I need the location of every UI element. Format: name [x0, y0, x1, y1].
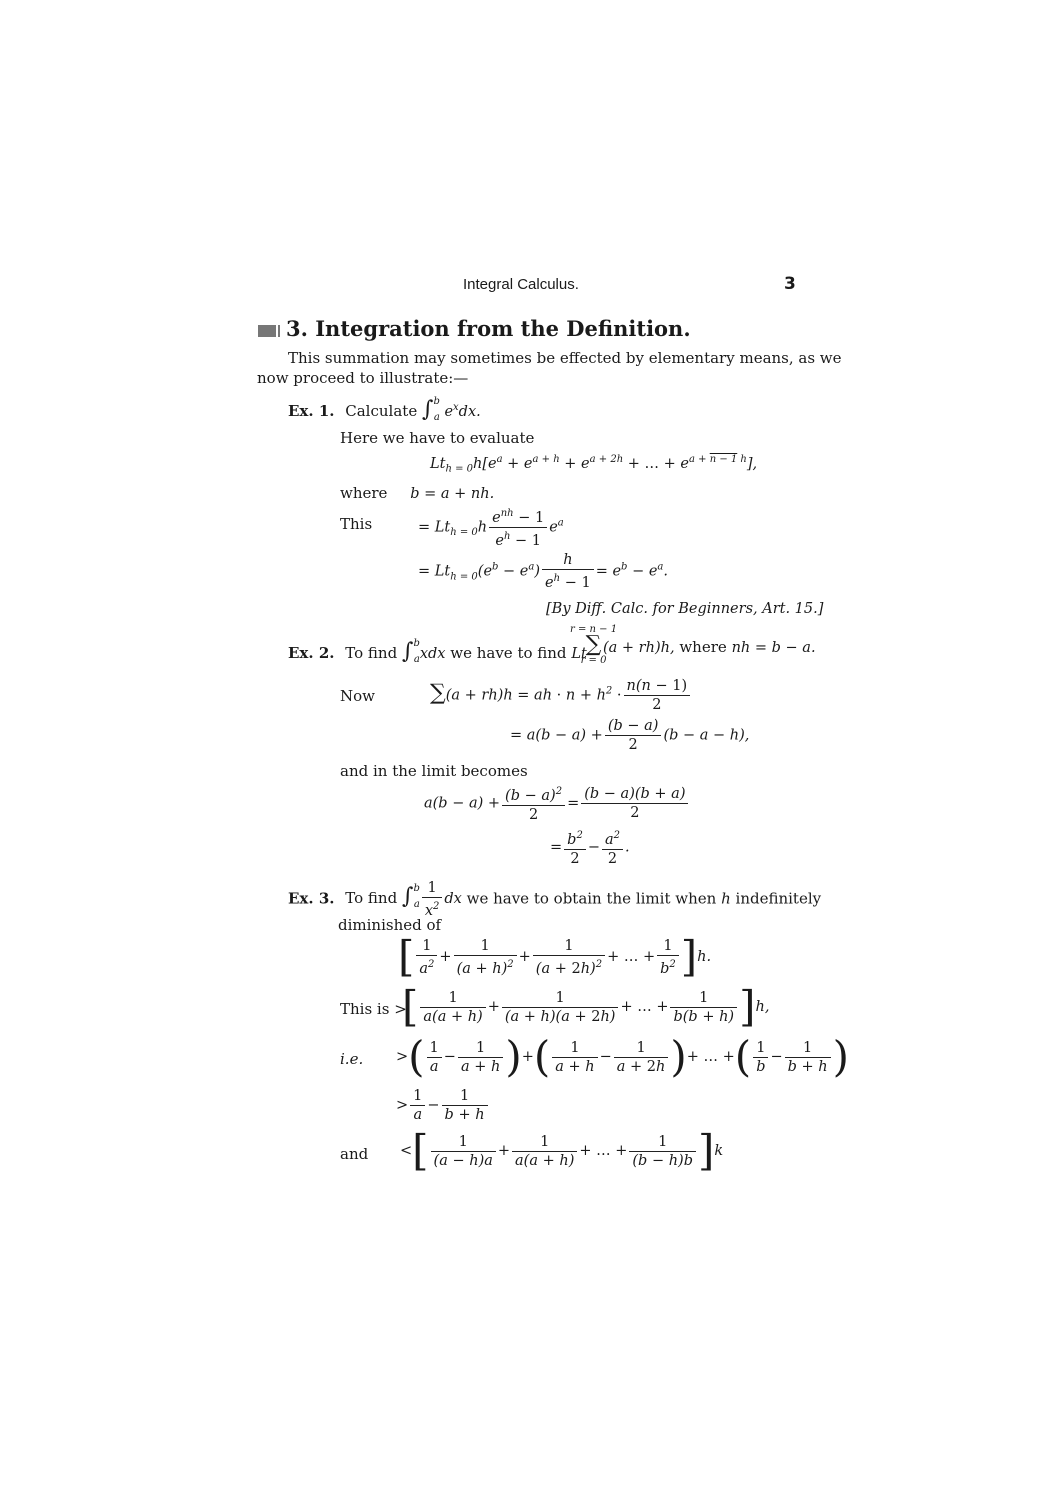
ex1-integral: ∫$^b_a$ $e^xdx$.	[421, 396, 481, 423]
ex1-eq2: = $Lt_{h = 0}(e^b - e^a)$ $\frac{h}{e^h - 1}$ = $e^b - e^a$.	[418, 552, 668, 591]
ex2-eq1: ∑(a + rh)h = ah · $n + h^2$ · $\frac{n(n - 1)}{2}$	[430, 678, 692, 713]
ex3-and: and	[340, 1145, 369, 1163]
ex2-to-find: To find	[345, 644, 398, 662]
ex1-calc-word: Calculate	[345, 402, 418, 420]
running-header: Integral Calculus.	[463, 276, 579, 293]
ex1-reference	[546, 601, 823, 617]
ex2-eq2: = a(b − a) + $\frac{(b - a)}{2}$ (b − a − h),	[510, 718, 750, 753]
ex1-this-word: This	[340, 515, 373, 533]
intro-line-1: This summation may sometimes be effected by elementary means, as we	[288, 349, 842, 367]
ex3-eq1: [ $\frac{1}{a^2}$ + $\frac{1}{(a + h)^2}$ + $\frac{1}{(a + 2h)^2}$ + … + $\frac{1}{b^2}$ ]h.	[398, 932, 712, 981]
ex2-where-word: where	[679, 638, 727, 656]
ex2-eq4: = $\frac{b^2}{2}$ − $\frac{a^2}{2}$ .	[550, 830, 630, 867]
section-heading-text: 3. Integration from the Definition.	[286, 316, 691, 341]
ex3-diminished: diminished of	[338, 916, 442, 934]
ex1-label: Ex. 1.	[288, 402, 335, 420]
ex3-eq2: [ $\frac{1}{a(a + h)}$ + $\frac{1}{(a + h)(a + 2h)}$ + … + $\frac{1}{b(b + h)}$ ]h,	[402, 982, 770, 1031]
ex3-label: Ex. 3.	[288, 889, 335, 908]
ex2-label: Ex. 2.	[288, 644, 335, 662]
ex2-now: Now	[340, 687, 375, 705]
ex3-rest: we have to obtain the limit when	[466, 889, 717, 908]
ex3-eq5: <[ $\frac{1}{(a - h)a}$ + $\frac{1}{a(a + h)}$ + … + $\frac{1}{(b - h)b}$ ]k	[400, 1126, 724, 1175]
ex3-eq3: >( $\frac{1}{a}$ − $\frac{1}{a + h}$ )+( $\frac{1}{a + h}$ − $\frac{1}{a + 2h}$ )+ … +( $\frac{1}{b}$ − $\frac{1}{b + h}$ )	[396, 1032, 850, 1081]
heading-marker-icon	[258, 325, 276, 337]
ex1-here: Here we have to evaluate	[340, 429, 535, 447]
ex2-sum: r = n − 1 ∑ r = 0	[570, 624, 618, 666]
ex2-limit-text: and in the limit becomes	[340, 762, 528, 780]
ex1-limit-expr: $Lt_{h = 0}h[e^a + e^{a + h} + e^{a + 2h}$ + … + $e^{a + n - 1 h}$],	[430, 454, 758, 475]
ex1-line	[288, 396, 481, 423]
ex2-sum-tail: (a + rh)h, where nh = b − a.	[603, 638, 816, 656]
page-number: 3	[784, 274, 796, 294]
ex1-where: where b = a + nh.	[340, 484, 495, 502]
ex3-rest2: indefinitely	[735, 889, 822, 908]
ex1-where-word: where	[340, 484, 388, 502]
ex3-line: Ex. 3. To find ∫$^b_a$ $\frac{1}{x^2}$ dx we have to obtain the limit when h indefinitely	[288, 880, 822, 919]
ex2-we-have: we have to find	[450, 644, 567, 662]
ex1-eq1: = $Lt_{h = 0}h$ $\frac{e^{nh} - 1}{e^h - 1}$ $e^a$	[418, 508, 564, 549]
ex2-eq3: a(b − a) + $\frac{(b - a)^2}{2}$ = $\frac{(b - a)(b + a)}{2}$	[424, 784, 690, 823]
heading-bar-icon	[278, 325, 280, 337]
ex3-ie: i.e.	[340, 1050, 364, 1068]
ex2-line: Ex. 2. To find ∫$^b_a$xdx we have to find Lt	[288, 638, 587, 665]
ex3-to-find: To find	[345, 889, 398, 908]
ex3-eq4: > $\frac{1}{a}$ − $\frac{1}{b + h}$	[396, 1088, 490, 1123]
intro-line-2: now proceed to illustrate:—	[257, 369, 469, 387]
ex3-this-is: This is >	[340, 1000, 407, 1018]
section-heading	[258, 316, 691, 341]
ex1-reference-text: [By Diff. Calc. for Beginners, Art. 15.]	[546, 601, 824, 617]
